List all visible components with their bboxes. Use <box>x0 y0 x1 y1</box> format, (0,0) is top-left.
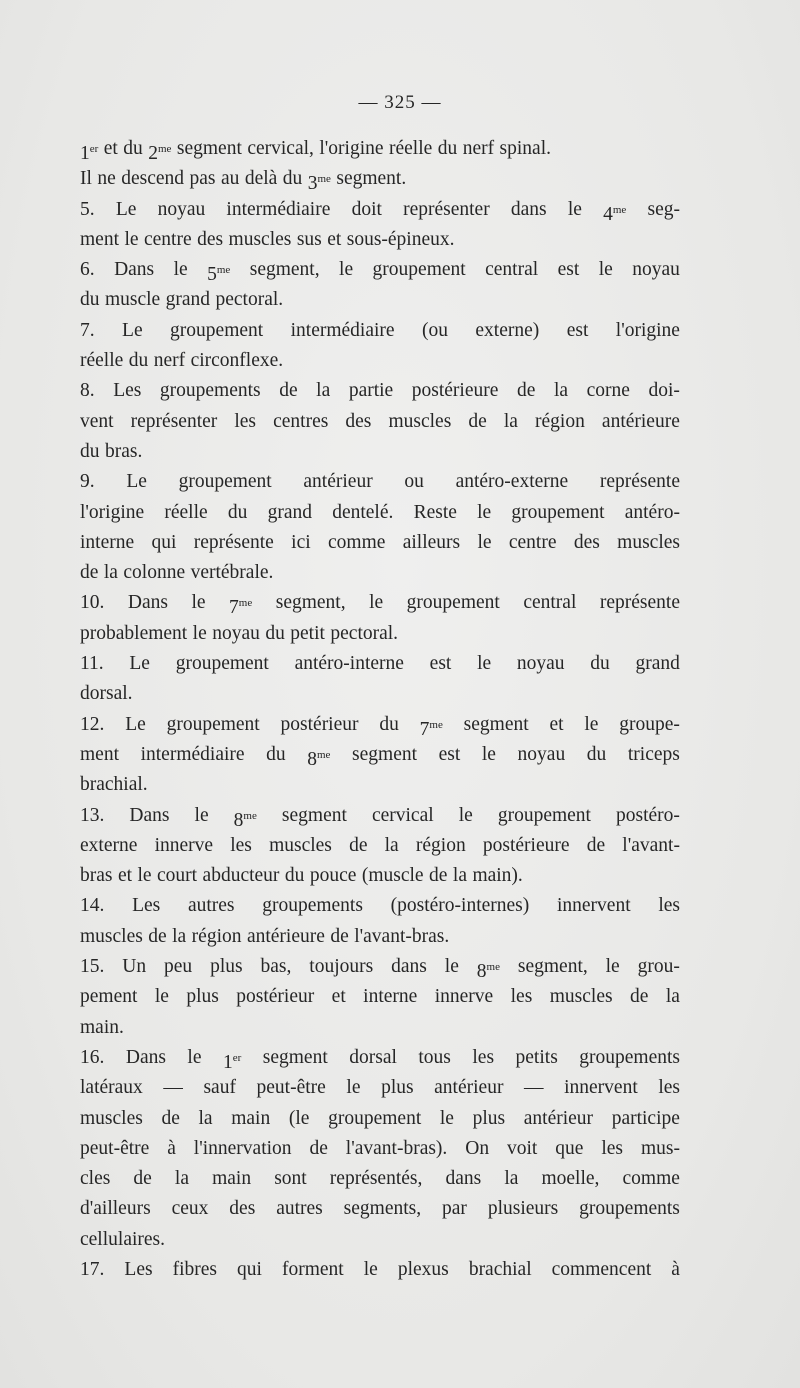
text-line: ment intermédiaire du 8me segment est le noyau du triceps <box>80 743 680 770</box>
text-line: l'origine réelle du grand dentelé. Reste le groupement antéro- <box>80 501 680 523</box>
text-line: latéraux — sauf peut-être le plus antérieur — innervent les <box>80 1077 680 1099</box>
text-line: peut-être à l'innervation de l'avant-bras). On voit que les mus- <box>80 1137 680 1159</box>
text-line: réelle du nerf circonflexe. <box>80 350 284 372</box>
text-line: du muscle grand pectoral. <box>80 289 284 311</box>
text-line: d'ailleurs ceux des autres segments, par plusieurs groupements <box>80 1198 680 1220</box>
text-line: 5. Le noyau intermédiaire doit représenter dans le 4me seg- <box>80 198 680 225</box>
text-line: 11. Le groupement antéro-interne est le noyau du grand <box>80 653 680 675</box>
text-line: 1er et du 2me segment cervical, l'origine réelle du nerf spinal. <box>80 138 552 164</box>
text-line: ment le centre des muscles sus et sous-épineux. <box>80 228 455 250</box>
text-line: dorsal. <box>80 683 133 705</box>
text-line: 14. Les autres groupements (postéro-internes) innervent les <box>80 895 680 917</box>
text-line: 16. Dans le 1er segment dorsal tous les petits groupements <box>80 1046 680 1073</box>
text-line: interne qui représente ici comme ailleurs le centre des muscles <box>80 531 680 553</box>
text-line: cellulaires. <box>80 1228 165 1250</box>
text-line: 12. Le groupement postérieur du 7me segment et le groupe- <box>80 713 680 740</box>
page-number-header: — 325 — <box>358 92 442 113</box>
text-line: du bras. <box>80 440 143 462</box>
text-line: probablement le noyau du petit pectoral. <box>80 622 399 644</box>
text-line: 8. Les groupements de la partie postérieure de la corne doi- <box>80 380 680 402</box>
text-line: muscles de la main (le groupement le plus antérieur participe <box>80 1107 680 1129</box>
text-line: cles de la main sont représentés, dans la moelle, comme <box>80 1168 680 1190</box>
text-line: brachial. <box>80 774 148 796</box>
text-line: 6. Dans le 5me segment, le groupement central est le noyau <box>80 259 680 286</box>
text-line: pement le plus postérieur et interne innerve les muscles de la <box>80 986 680 1008</box>
text-line: main. <box>80 1016 124 1038</box>
text-line: Il ne descend pas au delà du 3me segment. <box>80 168 407 195</box>
text-line: 10. Dans le 7me segment, le groupement central représente <box>80 592 680 619</box>
text-line: bras et le court abducteur du pouce (muscle de la main). <box>80 865 523 887</box>
text-line: 15. Un peu plus bas, toujours dans le 8me segment, le grou- <box>80 956 680 983</box>
body-text <box>80 134 680 1285</box>
text-line: 7. Le groupement intermédiaire (ou externe) est l'origine <box>80 319 680 341</box>
text-line: 17. Les fibres qui forment le plexus brachial commencent à <box>80 1258 680 1280</box>
text-line: 13. Dans le 8me segment cervical le groupement postéro- <box>80 804 680 831</box>
text-line: vent représenter les centres des muscles de la région antérieure <box>80 410 680 432</box>
text-line: 9. Le groupement antérieur ou antéro-externe représente <box>80 471 680 493</box>
text-line: externe innerve les muscles de la région postérieure de l'avant- <box>80 834 680 856</box>
text-line: muscles de la région antérieure de l'avant-bras. <box>80 925 450 947</box>
text-line: de la colonne vertébrale. <box>80 562 274 584</box>
